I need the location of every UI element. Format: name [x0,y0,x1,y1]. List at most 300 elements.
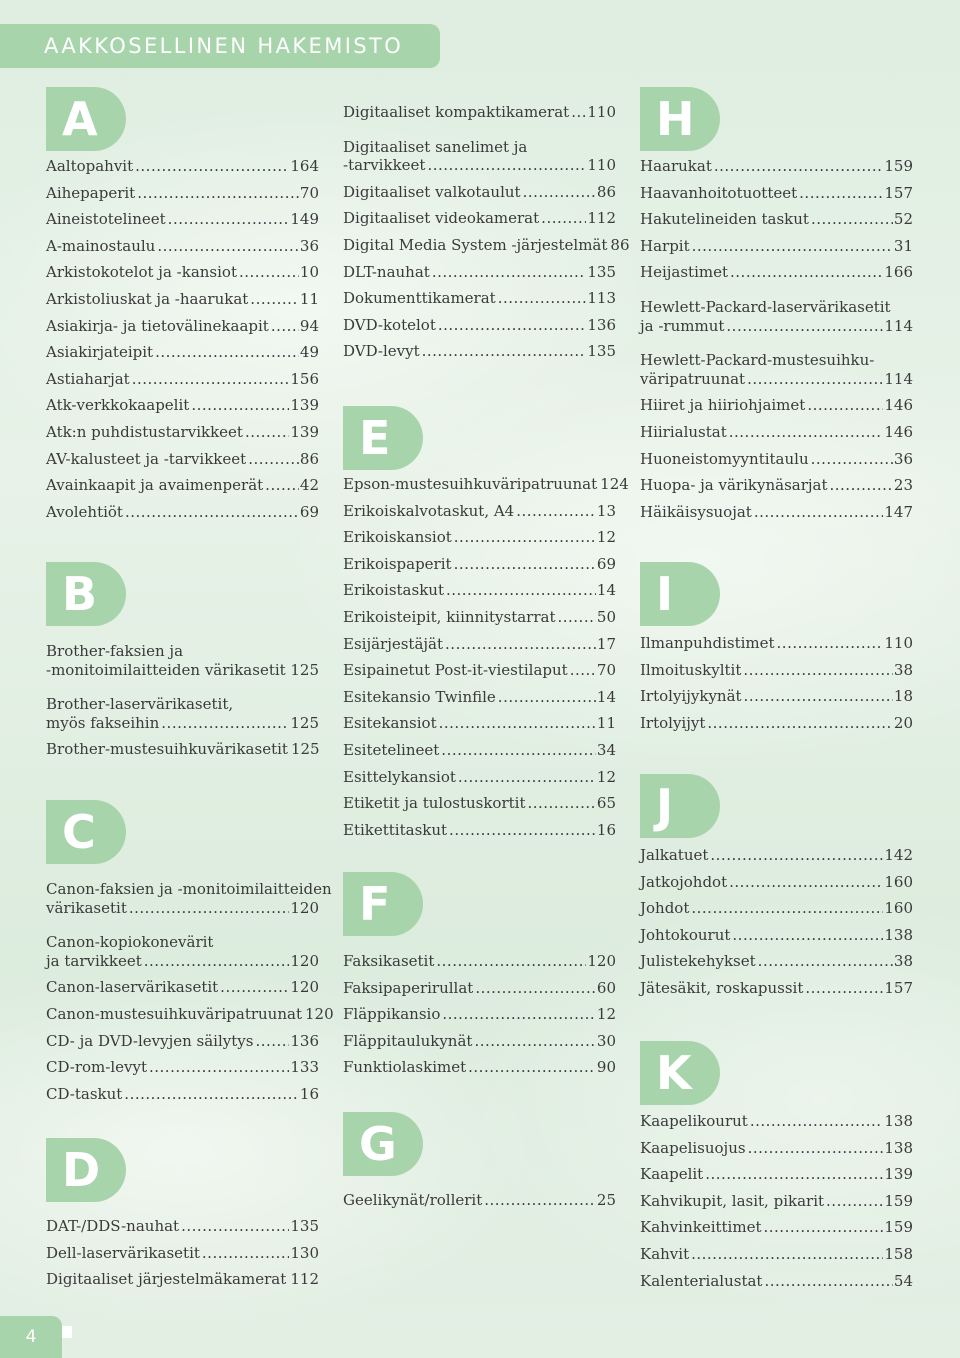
index-entry-page: 20 [893,713,913,732]
index-entry-page: 120 [587,952,616,970]
dot-leader [758,948,893,974]
dot-leader [245,419,289,445]
index-entry-page: 120 [304,1005,334,1023]
dot-leader [484,1187,596,1213]
index-entry-page: 13 [596,501,616,520]
index-entry [46,153,319,179]
dot-leader [799,180,883,206]
index-entry-page: 146 [884,396,913,415]
index-entry [343,179,616,205]
index-entry-term: Kaapelit [640,1165,704,1184]
index-entry-page: 23 [893,476,913,495]
index-entry-page: 50 [596,608,616,626]
index-entry-page: 120 [290,898,319,917]
index-entry-term: Haavanhoitotuotteet [640,183,798,202]
index-entry [640,657,913,683]
index-entry [640,419,913,445]
index-entry-term: Kahvinkeittimet [640,1218,762,1237]
dot-leader [710,842,883,868]
dot-leader [732,922,883,948]
index-entry-term: Hewlett-Packard-laservärikasetit [640,298,891,316]
index-entry-term: värikasetit [46,898,127,917]
index-entry-term: Brother-laservärikasetit, [46,695,234,714]
index-entry [640,1161,913,1187]
index-entry-term: Dell-laservärikasetit [46,1243,200,1262]
page-mark [62,1326,72,1338]
index-entry [640,446,913,472]
index-entry-page: 114 [884,369,913,388]
dot-leader [726,313,883,339]
dot-leader [191,392,289,418]
dot-leader [705,1161,883,1187]
letter-badge-c [46,800,126,864]
index-entry-term: Faksikasetit [343,952,435,970]
letter-badge-label: E [359,411,391,465]
index-entry-term: Esittelykansiot [343,767,456,786]
index-entry [640,948,913,974]
index-entry-term: Asiakirja- ja tietovälinekaapit [46,316,269,335]
dot-leader [777,630,884,656]
index-entry [343,657,616,683]
dot-leader [458,764,596,790]
index-entry-term: Erikoiskalvotaskut, A4 [343,501,515,520]
index-entry-term: Canon-faksien ja -monitoimilaitteiden [46,880,332,898]
index-entry-page: 112 [290,1270,319,1289]
index-entry-page: 31 [893,236,913,255]
index-entry-term: Erikoiskansiot [343,528,452,547]
index-entry [46,1054,319,1080]
index-entry [46,895,319,921]
index-entry-term: Fläppikansio [343,1005,441,1024]
letter-badge-h [640,87,720,151]
index-entry [343,1001,616,1027]
index-entry [343,790,616,816]
index-entry-page: 138 [884,925,913,944]
index-entry-term: Johdot [640,899,690,918]
dot-leader [475,975,596,1001]
index-entry-term: Etiketit ja tulostuskortit [343,794,526,813]
dot-leader [571,99,586,125]
dot-leader [181,1213,289,1239]
dot-leader [288,1266,289,1292]
index-entry [640,313,913,339]
index-entry-term: Atk-verkkokaapelit [46,396,190,415]
dot-leader [250,286,299,312]
index-entry-page: 69 [299,502,319,521]
index-entry-page: 38 [893,660,913,679]
index-entry-page: 54 [893,1271,913,1290]
index-entry [46,974,319,1000]
index-entry-term: ja -rummut [640,316,725,335]
index-entry [640,869,913,895]
index-entry-page: 70 [596,661,616,680]
index-entry-term: Kaapelisuojus [640,1138,746,1157]
dot-leader [692,233,893,259]
index-entry-page: 160 [884,872,913,891]
index-entry-term: Kahvit [640,1245,690,1263]
index-entry-term: Erikoisteipit, kiinnitystarrat [343,608,556,626]
index-entry-page: 17 [596,634,616,653]
dot-leader [185,630,318,656]
dot-leader [441,737,596,763]
index-entry-term: Arkistokotelot ja -kansiot [46,263,237,282]
letter-badge-label: D [62,1143,101,1197]
dot-leader [811,446,893,472]
dot-leader [729,419,884,445]
index-entry-term: Digital Media System -järjestelmät [343,236,608,254]
letter-badge-label: F [359,877,391,931]
index-entry-page: 90 [596,1058,616,1077]
index-entry-term: CD- ja DVD-levyjen säilytys [46,1031,254,1050]
index-entry-term: ja tarvikkeet [46,951,142,970]
index-entry [640,286,913,316]
index-entry-term: Digitaaliset järjestelmäkamerat [46,1270,287,1289]
index-entry-term: Häikäisysuojat [640,502,752,521]
index-entry [46,472,319,498]
dot-leader [707,710,893,736]
index-entry-term: Jätesäkit, roskapussit [640,979,804,997]
index-entry [343,498,616,524]
dot-leader [137,180,299,206]
dot-leader [730,259,883,285]
index-entry [640,842,913,868]
index-entry [46,683,319,714]
letter-badge-e [343,406,423,470]
dot-leader [691,895,883,921]
dot-leader [468,1054,596,1080]
index-entry-page: 135 [587,262,616,281]
dot-leader [215,921,318,947]
dot-leader [811,206,893,232]
letter-badge-label: I [656,567,674,621]
index-entry-term: Heijastimet [640,263,729,282]
letter-badge-k [640,1041,720,1105]
dot-leader [446,577,596,603]
index-entry-page: 149 [290,210,319,229]
index-entry-term: Johtokourut [640,925,731,944]
index-entry-page: 34 [596,741,616,759]
dot-leader [516,498,596,524]
dot-leader [570,657,596,683]
index-entry-term: Jalkatuet [640,846,709,864]
index-entry [343,1028,616,1054]
index-entry-page: 124 [600,475,629,493]
index-entry-term: DVD-levyt [343,342,420,361]
index-entry-page: 139 [290,423,319,441]
dot-leader [168,206,290,232]
letter-badge-b [46,562,126,626]
index-entry-page: 120 [290,951,319,970]
index-entry-page: 14 [596,581,616,600]
index-entry-page: 138 [884,1138,913,1157]
letter-badge-label: C [62,805,96,859]
index-entry [46,736,319,762]
index-entry-page: 12 [596,528,616,547]
index-entry-term: Canon-kopiokonevärit [46,933,214,952]
index-entry-page: 86 [596,182,616,201]
index-entry-page: 18 [893,687,913,706]
dot-leader [445,631,596,657]
index-entry-term: -monitoimilaitteiden värikasetit [46,660,286,679]
index-entry-page: 135 [587,342,616,361]
index-entry-page: 130 [290,1243,319,1262]
index-entry-term: väripatruunat [640,369,746,388]
dot-leader [764,1268,892,1294]
index-entry-term: Digitaaliset valkotaulut [343,182,521,201]
index-entry [343,471,629,497]
index-title-bar [0,24,440,68]
dot-leader [288,657,290,683]
index-entry [46,419,319,445]
letter-badge-label: K [656,1046,692,1100]
page-number: 4 [25,1327,37,1347]
index-entry [640,1214,913,1240]
index-entry [46,286,319,312]
index-entry [46,366,319,392]
index-entry [46,233,319,259]
dot-leader [449,817,596,843]
dot-leader [271,313,299,339]
dot-leader [432,259,587,285]
dot-leader [442,1001,596,1027]
dot-leader [714,153,884,179]
index-entry-page: 10 [299,263,319,282]
index-entry-page: 113 [587,289,616,308]
dot-leader [202,1240,289,1266]
index-entry-page: 110 [587,103,616,121]
letter-badge-label: G [359,1117,397,1171]
index-entry [343,710,616,736]
index-entry-term: Huoneistomyyntitaulu [640,449,809,468]
index-entry [343,551,616,577]
index-entry-term: Irtolyijykynät [640,687,742,706]
index-entry-term: Asiakirjateipit [46,343,154,362]
index-entry-term: CD-taskut [46,1084,123,1103]
index-entry-page: 112 [587,209,616,228]
letter-badge-label: A [62,92,98,146]
dot-leader [454,524,596,550]
page-number-tab [0,1316,62,1358]
index-entry-page: 146 [884,423,913,441]
index-entry-page: 166 [884,263,913,282]
index-entry-page: 38 [893,952,913,971]
index-entry-page: 16 [596,820,616,839]
dot-leader [498,684,596,710]
index-entry-term: Dokumenttikamerat [343,289,496,308]
index-entry-term: Digitaaliset kompaktikamerat [343,103,570,121]
index-entry-page: 86 [299,449,319,468]
index-entry [343,338,616,364]
index-entry-page: 158 [884,1245,913,1263]
index-entry-term: Brother-mustesuihkuvärikasetit [46,740,288,759]
index-entry-term: Ilmoituskyltit [640,660,742,679]
dot-leader [129,895,290,921]
dot-leader [541,205,586,231]
index-entry [46,657,319,683]
index-entry-page: 12 [596,767,616,786]
index-entry-term: Hakutelineiden taskut [640,210,809,229]
index-entry-term: Brother-faksien ja [46,642,184,660]
index-entry [46,1001,334,1027]
index-entry [343,737,616,763]
dot-leader [527,790,595,816]
index-entry-term: Atk:n puhdistustarvikkeet [46,423,243,441]
index-entry [343,817,616,843]
index-entry-page: 139 [290,396,319,415]
dot-leader [248,446,299,472]
dot-leader [754,499,884,525]
index-entry [343,684,616,710]
index-entry [640,259,913,285]
dot-leader [157,233,299,259]
index-entry-term: Arkistoliuskat ja -haarukat [46,290,249,308]
index-entry-term: Digitaaliset videokamerat [343,209,540,228]
index-entry-term: Geelikynät/rollerit [343,1191,483,1209]
index-entry-term: Huopa- ja värikynäsarjat [640,476,828,495]
dot-leader [743,657,893,683]
index-entry-page: 60 [596,978,616,997]
index-entry-term: Aineistotelineet [46,210,166,229]
index-entry [343,631,616,657]
index-entry [46,710,319,736]
index-entry [343,1187,616,1213]
letter-badge-label: B [62,567,98,621]
index-entry-page: 159 [884,1218,913,1237]
dot-leader [144,948,290,974]
dot-leader [523,179,596,205]
index-entry-page: 159 [884,157,913,175]
page-title: AAKKOSELLINEN HAKEMISTO [44,34,404,58]
dot-leader [265,472,299,498]
dot-leader [220,974,289,1000]
dot-leader [748,1135,884,1161]
index-entry [640,1268,913,1294]
dot-leader [438,312,587,338]
dot-leader [125,499,299,525]
letter-badge-i [640,562,720,626]
index-entry [640,233,913,259]
dot-leader [255,1028,289,1054]
index-entry-term: Erikoistaskut [343,581,444,600]
index-entry [343,312,616,338]
index-entry-page: 52 [893,210,913,229]
index-entry-term: Erikoispaperit [343,554,452,573]
dot-leader [807,392,883,418]
index-entry-term: Haarukat [640,157,712,175]
dot-leader [155,339,299,365]
index-entry-page: 70 [299,183,319,202]
index-entry-page: 157 [884,183,913,202]
index-entry [46,1213,319,1239]
index-entry-term: Fläppitaulukynät [343,1031,473,1050]
index-entry-page: 25 [596,1191,616,1209]
index-entry [640,895,913,921]
index-entry-term: Esitekansiot [343,714,437,733]
index-entry [46,1028,319,1054]
index-entry [640,499,913,525]
index-entry-term: Hewlett-Packard-mustesuihku- [640,351,875,370]
index-entry [343,232,630,258]
index-entry-term: -tarvikkeet [343,156,426,175]
index-entry [343,259,616,285]
index-entry-page: 135 [290,1217,319,1235]
dot-leader [474,1028,595,1054]
index-entry [343,99,616,125]
index-entry-page: 14 [596,687,616,706]
dot-leader [876,339,912,365]
index-entry [46,1081,319,1107]
index-entry-term: Aihepaperit [46,183,136,202]
letter-badge-j [640,774,720,838]
index-entry-term: DAT-/DDS-nauhat [46,1217,180,1235]
index-entry [46,921,319,952]
letter-badge-g [343,1112,423,1176]
dot-leader [750,1108,884,1134]
index-entry-page: 36 [893,449,913,468]
index-entry-page: 159 [884,1191,913,1210]
dot-leader [744,683,893,709]
dot-leader [747,366,883,392]
index-entry [46,206,319,232]
index-entry [343,1054,616,1080]
letter-badge-f [343,872,423,936]
index-entry [343,975,616,1001]
index-entry-page: 164 [290,157,319,175]
index-entry-page: 160 [884,899,913,918]
index-entry-page: 133 [290,1058,319,1077]
index-entry-page: 157 [884,979,913,997]
index-entry-term: Hiirialustat [640,423,727,441]
dot-leader [529,126,615,152]
index-entry [46,630,319,660]
index-entry-term: DVD-kotelot [343,315,436,334]
index-entry-term: DLT-nauhat [343,262,430,281]
index-entry-page: 94 [299,316,319,335]
index-entry-page: 11 [596,714,616,733]
dot-leader [149,1054,289,1080]
index-entry-term: Faksipaperirullat [343,978,474,997]
index-entry [46,259,319,285]
letter-badge-label: J [656,779,674,833]
index-entry-term: Kahvikupit, lasit, pikarit [640,1191,825,1210]
index-entry-page: 30 [596,1031,616,1050]
index-entry-page: 156 [290,369,319,388]
dot-leader [805,975,883,1001]
index-entry-page: 125 [290,713,319,732]
index-entry [640,710,913,736]
dot-leader [454,551,596,577]
index-entry [46,446,319,472]
index-entry-page: 42 [299,476,319,495]
dot-leader [124,1081,299,1107]
index-entry-term: Kaapelikourut [640,1112,748,1130]
index-entry [640,472,913,498]
index-entry [640,683,913,709]
index-entry [46,313,319,339]
index-entry [343,524,616,550]
index-entry [46,948,319,974]
index-entry [640,180,913,206]
dot-leader [826,1188,883,1214]
index-entry-page: 11 [299,290,319,308]
index-entry-page: 36 [299,236,319,255]
index-entry-term: myös fakseihin [46,713,160,732]
index-entry-term: Avolehtiöt [46,502,123,521]
index-entry-term: CD-rom-levyt [46,1058,147,1077]
dot-leader [498,285,587,311]
dot-leader [235,683,318,709]
index-entry-term: Astiaharjat [46,369,130,388]
